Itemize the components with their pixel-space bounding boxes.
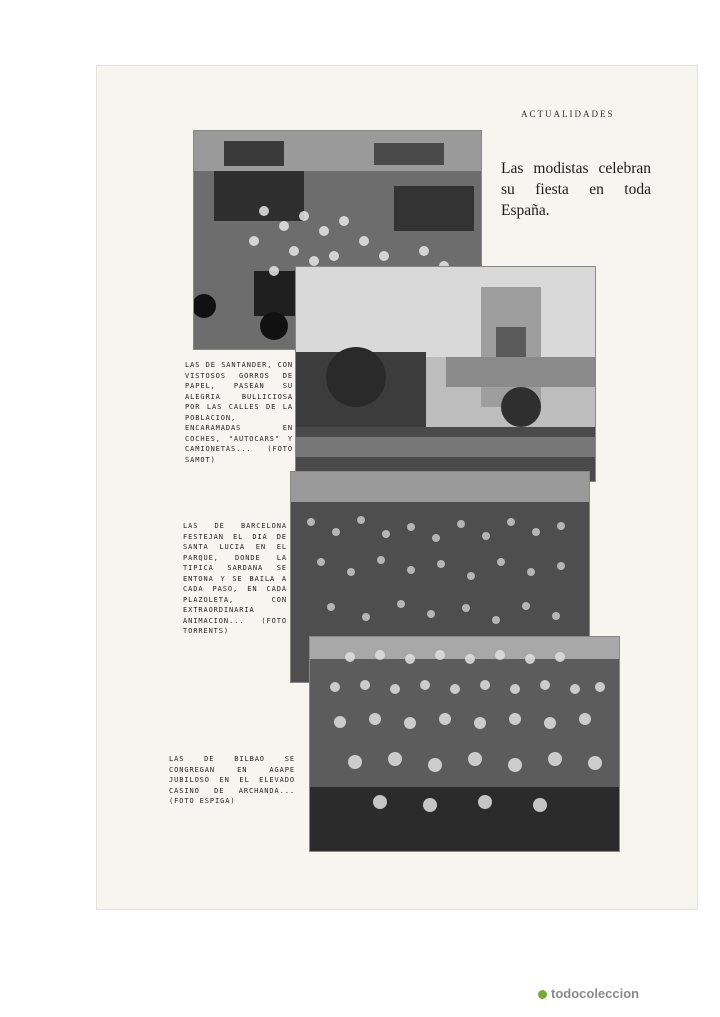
watermark-logo-icon [538,990,547,999]
page-headline: Las modistas celebran su fiesta en toda España. [501,160,651,219]
section-header: ACTUALIDADES [521,109,615,119]
photo-bilbao-image [310,637,619,851]
caption-santander: LAS DE SANTANDER, CON VISTOSOS GORROS DE PAPEL, PASEAN SU ALEGRIA BULLICIOSA POR LAS CALLES DE LA POBLACION, ENCARAMADAS EN COCHES, "AUTOCARS" Y CAMIONETAS... (FOTO SAMOT) [185,361,293,464]
magazine-page [97,66,697,909]
watermark-text: todocoleccion [551,986,640,1001]
caption-barcelona: LAS DE BARCELONA FESTEJAN EL DIA DE SANTA LUCIA EN EL PARQUE, DONDE LA TIPICA SARDANA SE ENTONA Y SE BAILA A CADA PASO, EN CADA PLAZOLETA, CON EXTRAORDINARIA ANIMACION... (FOTO TORRENTS) [183,522,287,635]
photo-barcelona-park-image [296,267,595,481]
photo-barcelona-park [295,266,596,482]
watermark [538,986,639,1001]
photo-bilbao [309,636,620,852]
caption-bilbao: LAS DE BILBAO SE CONGREGAN EN AGAPE JUBILOSO EN EL ELEVADO CASINO DE ARCHANDA... (FOTO ESPIGA) [169,755,295,805]
